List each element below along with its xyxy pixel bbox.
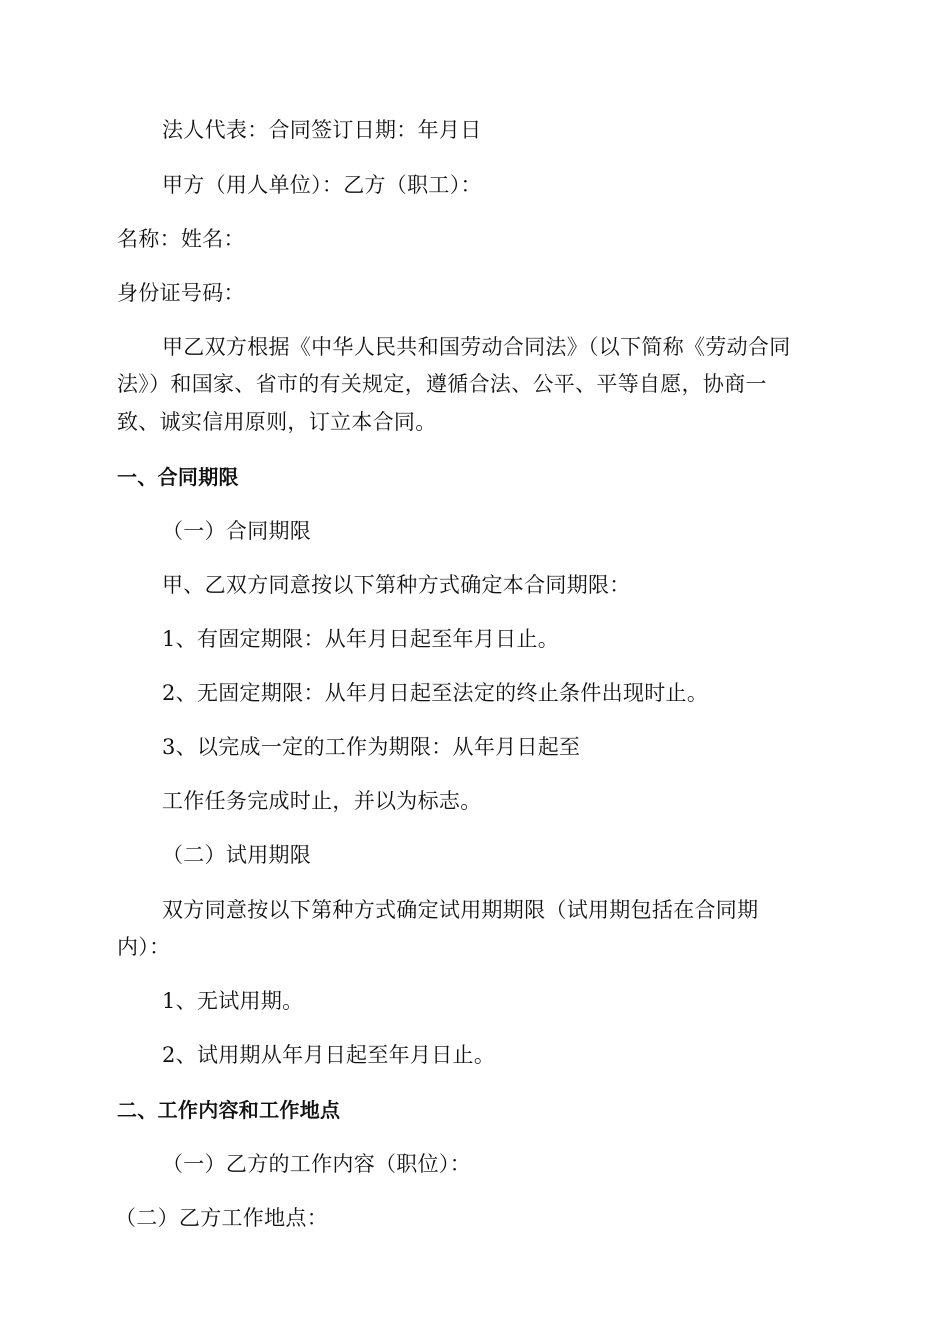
section-2-heading: 二、工作内容和工作地点 [117,1098,341,1122]
term-option-1: 1、有固定期限：从年月日起至年月日止。 [162,627,560,651]
section-1-heading: 一、合同期限 [117,465,239,489]
legal-rep-line: 法人代表：合同签订日期：年月日 [162,118,482,142]
term-option-3: 3、以完成一定的工作为期限：从年月日起至 [162,735,581,759]
probation-option-1: 1、无试用期。 [162,989,304,1013]
intro-line-3: 致、诚实信用原则，订立本合同。 [117,410,437,434]
section-2-sub-1-title: （一）乙方的工作内容（职位）： [162,1152,471,1176]
section-1-sub-1-title: （一）合同期限 [162,519,312,543]
section-1-sub-1-lead: 甲、乙双方同意按以下第种方式确定本合同期限： [162,573,631,597]
intro-line-1: 甲乙双方根据《中华人民共和国劳动合同法》（以下简称《劳动合同 [162,335,791,359]
intro-line-2: 法》）和国家、省市的有关规定，遵循合法、公平、平等自愿，协商一 [117,372,767,396]
name-line: 名称：姓名： [117,227,245,251]
section-1-sub-2-lead-1: 双方同意按以下第种方式确定试用期期限（试用期包括在合同期 [162,898,759,922]
parties-line: 甲方（用人单位）：乙方（职工）： [162,173,482,197]
section-2-sub-2-title: （二）乙方工作地点： [115,1206,328,1230]
section-1-sub-2-lead-2: 内）： [117,935,171,959]
term-option-3-cont: 工作任务完成时止，并以为标志。 [162,789,482,813]
probation-option-2: 2、试用期从年月日起至年月日止。 [162,1043,496,1067]
term-option-2: 2、无固定期限：从年月日起至法定的终止条件出现时止。 [162,681,709,705]
id-number-line: 身份证号码： [117,281,245,305]
section-1-sub-2-title: （二）试用期限 [162,843,312,867]
